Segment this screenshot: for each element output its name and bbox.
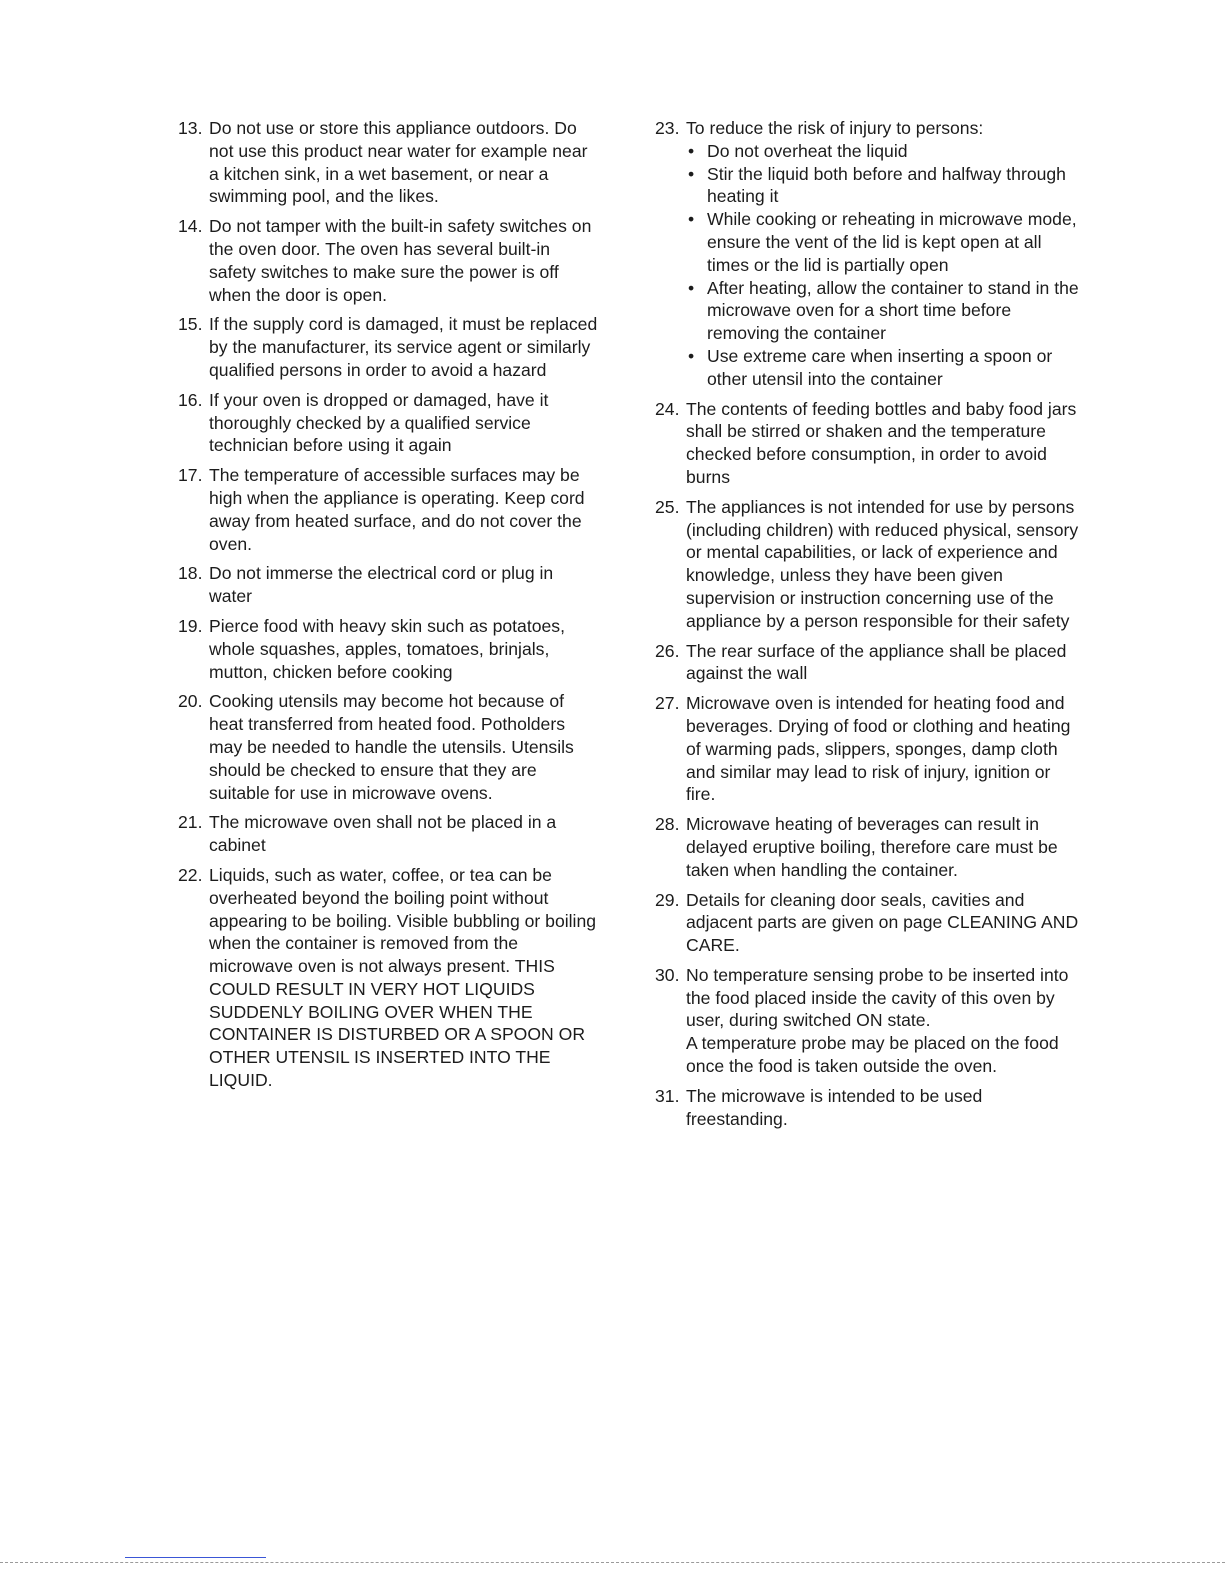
list-item-21 bbox=[178, 811, 598, 857]
item-number: 22. bbox=[178, 864, 203, 885]
item-number: 14. bbox=[178, 216, 203, 237]
item-text: Do not tamper with the built-in safety switches on the oven door. The oven has several built-in safety switches to make sure the power is off when the door is open. bbox=[209, 216, 592, 305]
item-text-continued: A temperature probe may be placed on the food once the food is taken outside the oven. bbox=[686, 1033, 1059, 1077]
item-text: Pierce food with heavy skin such as potatoes, whole squashes, apples, tomatoes, brinjals, mutton, chicken before cooking bbox=[209, 615, 565, 682]
list-item-20 bbox=[178, 690, 598, 804]
item-text: To reduce the risk of injury to persons: bbox=[686, 118, 984, 138]
item-number: 31. bbox=[655, 1085, 680, 1106]
list-item-18 bbox=[178, 562, 598, 608]
item-number: 16. bbox=[178, 389, 203, 410]
list-item-19 bbox=[178, 615, 598, 683]
item-number: 21. bbox=[178, 812, 203, 833]
item-text: Microwave oven is intended for heating food and beverages. Drying of food or clothing and heating of warming pads, slippers, sponges, damp cloth and similar may lead to risk of injury, ignition or fire. bbox=[686, 693, 1071, 805]
item-text: The rear surface of the appliance shall be placed against the wall bbox=[686, 640, 1067, 684]
item-text: Do not immerse the electrical cord or plug in water bbox=[209, 563, 554, 607]
item-number: 17. bbox=[178, 465, 203, 486]
item-number: 23. bbox=[655, 118, 680, 138]
item-number: 26. bbox=[655, 640, 680, 661]
item-number: 30. bbox=[655, 964, 680, 985]
item-text: No temperature sensing probe to be inserted into the food placed inside the cavity of this oven by user, during switched ON state. bbox=[686, 964, 1069, 1031]
item-number: 20. bbox=[178, 691, 203, 712]
bullet-icon: • bbox=[688, 163, 695, 184]
item-text: The microwave is intended to be used freestanding. bbox=[686, 1085, 983, 1129]
list-item-31 bbox=[655, 1085, 1080, 1131]
right-column bbox=[655, 117, 1080, 1137]
list-item-17 bbox=[178, 464, 598, 555]
item-number: 29. bbox=[655, 889, 680, 910]
item-number: 24. bbox=[655, 398, 680, 419]
item-text: The contents of feeding bottles and baby food jars shall be stirred or shaken and the temperature checked before consumption, in order to avoid burns bbox=[686, 398, 1077, 487]
item-number: 15. bbox=[178, 314, 203, 335]
list-item-25 bbox=[655, 496, 1080, 633]
item-number: 27. bbox=[655, 693, 680, 714]
item-number: 18. bbox=[178, 563, 203, 584]
item-number: 13. bbox=[178, 118, 203, 138]
bullet-item bbox=[686, 345, 1080, 391]
bullet-icon: • bbox=[688, 140, 695, 161]
page-footer-divider bbox=[0, 1562, 1225, 1563]
item-number: 25. bbox=[655, 496, 680, 517]
bullet-text: After heating, allow the container to stand in the microwave oven for a short time before removing the container bbox=[707, 277, 1079, 344]
list-item-26 bbox=[655, 640, 1080, 686]
bullet-text: Use extreme care when inserting a spoon or other utensil into the container bbox=[707, 345, 1053, 389]
bullet-icon: • bbox=[688, 277, 695, 298]
list-item-15 bbox=[178, 313, 598, 381]
list-item-28 bbox=[655, 813, 1080, 881]
footer-link-underline bbox=[125, 1557, 266, 1558]
bullet-icon: • bbox=[688, 345, 695, 366]
list-item-22 bbox=[178, 864, 598, 1092]
bullet-icon: • bbox=[688, 209, 695, 230]
item-text: If your oven is dropped or damaged, have it thoroughly checked by a qualified service technician before using it again bbox=[209, 389, 549, 456]
item-text: The appliances is not intended for use by persons (including children) with reduced physical, sensory or mental capabilities, or lack of experience and knowledge, unless they have been given supervision or instruction concerning use of the appliance by a person responsible for their safety bbox=[686, 496, 1079, 631]
bullet-item bbox=[686, 163, 1080, 209]
item-text: The temperature of accessible surfaces may be high when the appliance is operating. Keep cord away from heated surface, and do not cover the oven. bbox=[209, 465, 585, 554]
bullet-text: Stir the liquid both before and halfway through heating it bbox=[707, 163, 1066, 207]
bullet-item bbox=[686, 277, 1080, 345]
bullet-list bbox=[686, 140, 1080, 391]
item-text: Microwave heating of beverages can result in delayed eruptive boiling, therefore care must be taken when handling the container. bbox=[686, 814, 1058, 880]
bullet-item bbox=[686, 140, 1080, 163]
left-column bbox=[178, 117, 598, 1099]
item-text: If the supply cord is damaged, it must be replaced by the manufacturer, its service agent or similarly qualified persons in order to avoid a hazard bbox=[209, 314, 598, 380]
item-number: 28. bbox=[655, 814, 680, 835]
item-text: Details for cleaning door seals, cavities and adjacent parts are given on page CLEANING AND CARE. bbox=[686, 889, 1079, 956]
list-item-24 bbox=[655, 398, 1080, 489]
bullet-item bbox=[686, 208, 1080, 276]
list-item-16 bbox=[178, 389, 598, 457]
item-text: The microwave oven shall not be placed in a cabinet bbox=[209, 812, 557, 856]
item-number: 19. bbox=[178, 615, 203, 636]
bullet-text: While cooking or reheating in microwave mode, ensure the vent of the lid is kept open at all times or the lid is partially open bbox=[707, 209, 1077, 275]
list-item-13 bbox=[178, 117, 598, 208]
item-text: Liquids, such as water, coffee, or tea can be overheated beyond the boiling point without appearing to be boiling. Visible bubbling or boiling when the container is removed from the microwave oven is not always present. THIS COULD RESULT IN VERY HOT LIQUIDS SUDDENLY BOILING OVER WHEN THE CONTAINER IS DISTURBED OR A SPOON OR OTHER UTENSIL IS INSERTED INTO THE LIQUID. bbox=[209, 864, 597, 1091]
list-item-27 bbox=[655, 692, 1080, 806]
bullet-text: Do not overheat the liquid bbox=[707, 140, 908, 161]
list-item-29 bbox=[655, 889, 1080, 957]
list-item-30 bbox=[655, 964, 1080, 1078]
list-item-23 bbox=[655, 117, 1080, 391]
item-text: Do not use or store this appliance outdoors. Do not use this product near water for example near a kitchen sink, in a wet basement, or near a swimming pool, and the likes. bbox=[209, 118, 588, 207]
list-item-14 bbox=[178, 215, 598, 306]
item-text: Cooking utensils may become hot because of heat transferred from heated food. Potholders may be needed to handle the utensils. Utensils should be checked to ensure that they are suitable for use in microwave ovens. bbox=[209, 691, 574, 803]
